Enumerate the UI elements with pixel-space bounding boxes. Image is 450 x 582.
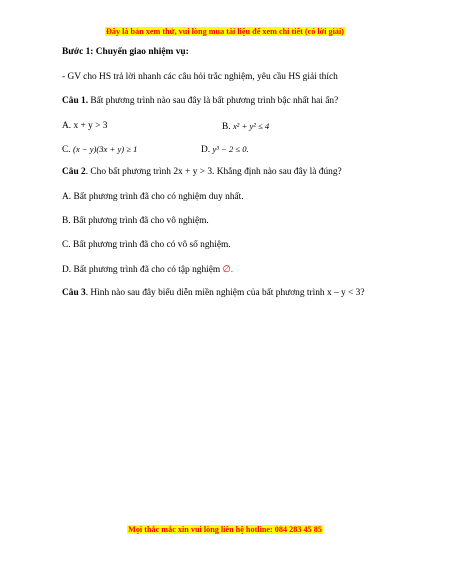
- step-description: - GV cho HS trả lời nhanh các câu hỏi trắc nghiệm, yêu cầu HS giải thích: [62, 72, 338, 82]
- hotline-banner-text: Mọi thắc mắc xin vui lòng liên hệ hotline: 084 283 45 85: [128, 525, 322, 534]
- preview-banner-text: Đây là bản xem thử, vui lòng mua tài liệu để xem chi tiết (có lời giải): [105, 27, 344, 36]
- q2-option-d: [62, 264, 233, 275]
- q2-option-c: C. Bất phương trình đã cho có vô số nghiệm.: [62, 240, 231, 250]
- question-3: [62, 288, 365, 298]
- empty-set-symbol: ∅.: [222, 265, 234, 275]
- q1-option-b-label: B.: [222, 122, 233, 132]
- q1-option-d: [201, 144, 249, 155]
- question-3-label: Câu 3: [62, 288, 86, 298]
- q1-option-c-math: (x − y)(3x + y) ≥ 1: [72, 144, 138, 154]
- q2-option-b: B. Bất phương trình đã cho vô nghiệm.: [62, 216, 209, 226]
- question-2-text: . Cho bất phương trình 2x + y > 3. Khẳng định nào sau đây là đúng?: [85, 167, 342, 177]
- q1-option-d-math: y³ − 2 ≤ 0.: [212, 144, 249, 154]
- q1-option-a: A. x + y > 3: [62, 121, 108, 131]
- question-1-text: Bất phương trình nào sau đây là bất phương trình bậc nhất hai ẩn?: [88, 96, 339, 106]
- question-3-text: . Hình nào sau đây biểu diễn miền nghiệm của bất phương trình x – y < 3?: [85, 288, 365, 298]
- q1-option-c: [62, 144, 137, 155]
- q2-option-d-text: D. Bất phương trình đã cho có tập nghiệm: [62, 265, 223, 275]
- question-1: [62, 96, 338, 106]
- q1-option-d-label: D.: [201, 145, 213, 155]
- question-2-label: Câu 2: [62, 167, 86, 177]
- question-1-label: Câu 1.: [62, 96, 89, 106]
- question-2: [62, 167, 342, 177]
- q2-option-a: A. Bất phương trình đã cho có nghiệm duy nhất.: [62, 192, 244, 202]
- q1-option-c-label: C.: [62, 145, 73, 155]
- preview-banner: [0, 27, 450, 37]
- step-title: Bước 1: Chuyển giao nhiệm vụ:: [62, 47, 189, 57]
- q1-option-b: [222, 121, 269, 132]
- q1-option-b-math: x² + y² ≤ 4: [232, 121, 270, 131]
- hotline-banner: [0, 525, 450, 535]
